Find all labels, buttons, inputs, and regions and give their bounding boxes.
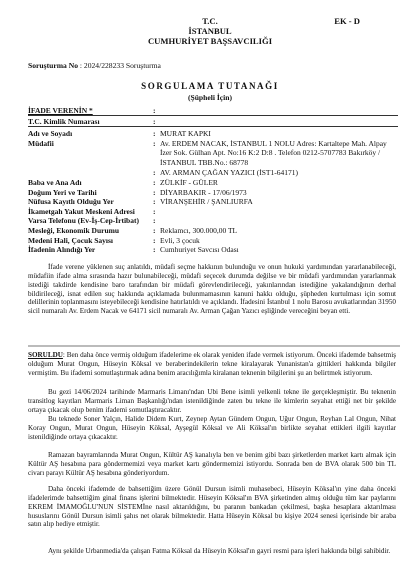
divider — [28, 115, 398, 116]
field-sep: : — [153, 206, 156, 216]
field-sep: : — [153, 139, 156, 148]
soruldu-paragraph — [28, 351, 396, 378]
field-label: T.C. Kimlik Numarası — [28, 117, 100, 126]
field-label: Müdafii — [28, 139, 54, 148]
divider — [28, 126, 398, 127]
statement-text: Bu teknede Soner Yalçın, Halide Didem Kurt, Zeynep Aytan Gündem Ongun, Uğur Ongun, Reyhan Lal Ongun, Nihat Koray Ongun, Murat Ongun, Hüseyin Köksal, Ayşegül Köksal ve Ali Köksal'ın birlikte seyahat ettikleri ilgili kayıtlar istenildiğinde ortaya çıkacaktır. — [28, 415, 396, 441]
reference-line — [28, 61, 161, 70]
field-sep: : — [153, 168, 156, 177]
field-sep: : — [153, 129, 156, 138]
field-sep: : — [153, 235, 156, 245]
statement-text: Aynı şekilde Urbanmedia'da çalışan Fatma Köksal da Hüseyin Köksal'ın gayri resmi para işleri hakkında bilgi sahibidir. — [48, 547, 391, 555]
intro-paragraph — [28, 263, 396, 316]
statement-paragraph — [28, 547, 396, 556]
document-subtitle: (Şüpheli İçin) — [187, 93, 233, 102]
field-label: Mesleği, Ekonomik Durumu — [28, 226, 120, 235]
field-sep: : — [153, 245, 156, 254]
field-sep: : — [153, 106, 156, 115]
field-label: Doğum Yeri ve Tarihi — [28, 187, 97, 197]
field-value: MURAT KAPKI — [160, 129, 211, 138]
field-label: İkametgah Yakut Meskeni Adresi — [28, 206, 135, 216]
header-ek: EK - D — [334, 16, 360, 26]
field-label: Nüfusa Kayıtlı Olduğu Yer — [28, 197, 114, 206]
statement-paragraph — [28, 388, 396, 415]
reference-label: Soruşturma No — [28, 61, 78, 70]
reference-value: : 2024/228233 Soruşturma — [79, 61, 161, 70]
intro-text: İfade verene yüklenen suç anlatıldı, müdafi seçme hakkının bulunduğu ve onun hukuki yardımından yararlanabileceği, müdafiin ifade alma sırasında hazır bulunabileceği, müdafi seçecek durumda değilse ve bir müdafi yardımından yararlanmak istediği takdirde kendisine baro tarafından bir müdafi görevlendirileceği, yakınlarından istediğine yakalandığının derhal bildirileceği, isnat edilen suç hakkında açıklamada bulunmamasının kanuni hakkı olduğu, şüpheden kurtulması için somut delillerinin toplanmasını isteyebileceği kendisine hatırlatıldı ve açıklandı. İfadesini İstanbul 1 nolu Barosu avukatlarından 31950 sicil numaralı Av. Erdem Nacak ve 64171 sicil numaralı Av. Arman Çağan Yazıcı eşliğinde vereceğini beyan etti. — [28, 263, 396, 316]
statement-text: Bu gezi 14/06/2024 tarihinde Marmaris Limanı'ndan Ubi Bene isimli yelkenli tekne ile gerçekleşmiştir. Bu teknenin transitlog kayıtları Marmaris Liman Başkanlığı'ndan istenildiğinde zaten bu tekne ile kimlerin seyahat ettiği net bir şekilde ortaya çıkacak olup benim ifademi somutlaştıracaktır. — [28, 388, 396, 414]
field-sep: : — [153, 226, 156, 235]
field-value: VİRANŞEHİR / ŞANLIURFA — [160, 197, 253, 206]
field-label: İfadenin Alındığı Yer — [28, 245, 96, 254]
field-value: Av. ERDEM NACAK, İSTANBUL 1 NOLU Adres: Kartaltepe Mah. Alpay İzer Sok. Gülhan Apt. No:16 K:2 D:8 . Telefon 0212-5707783 Bakırköy / İSTANBUL TBB.No.: 68778 — [160, 139, 387, 167]
field-sep: : — [153, 117, 156, 126]
field-value: ZÜLKİF - GÜLER — [160, 178, 218, 187]
field-value: DİYARBAKIR - 17/06/1973 — [160, 187, 247, 197]
field-sep: : — [153, 187, 156, 197]
statement-text: Daha önceki ifademde de bahsettiğim üzere Gönül Dursun isimli muhasebeci, Hüseyin Köksal'ın yine daha önceki ifadelerimde bahsettiğim ginal finans işlerini bilmektedir. Hüseyin Köksal'ın BVA şirketinden almış olduğu tüm kar paylarını EKREM İMAMOĞLU'NUN SİSTEMİne nasıl aktarıldığını, bu paranın bankadan çekilmesi, başka hesaplara aktarılması hususlarını Gönül Dursun isimli şahıs net olarak bilmektedir. Hatta Hüseyin Köksal bu kişiye 2024 senesi içerisinde bir araba satın alıp hediye etmiştir. — [28, 485, 396, 529]
field-value: Reklamcı, 300.000,00 TL — [160, 226, 238, 235]
header-city: İSTANBUL — [188, 26, 232, 36]
field-sep: : — [153, 216, 156, 225]
field-sep: : — [153, 178, 156, 187]
field-value: Evli, 3 çocuk — [160, 235, 200, 245]
statement-paragraph — [28, 415, 396, 442]
field-label: İFADE VERENİN * — [28, 106, 93, 115]
field-value: Cumhuriyet Savcısı Odası — [160, 245, 239, 254]
header-office: CUMHURİYET BAŞSAVCILIĞI — [147, 36, 273, 46]
statement-paragraph — [28, 451, 396, 478]
field-label: Adı ve Soyadı — [28, 129, 73, 138]
statement-text: Ramazan bayramlarında Murat Ongun, Kültür AŞ kanalıyla ben ve benim gibi bazı şirketlerden market kartı almak için Kültür AŞ hesabına para göndermemizi veya market kartı göndermemizi istiyordu. Sonrada ben de BVA olarak 500 bin TL civarı parayı Kültür AŞ hesabına gönderiyordum. — [28, 451, 396, 477]
document-title: SORGULAMA TUTANAĞI — [141, 81, 279, 91]
header-tc: T.C. — [202, 16, 218, 26]
field-value: AV. ARMAN ÇAĞAN YAZICI (İST1-64171) — [160, 168, 298, 177]
field-sep: : — [153, 197, 156, 206]
field-label: Baba ve Ana Adı — [28, 178, 82, 187]
statement-paragraph — [28, 485, 396, 529]
soruldu-label: SORULDU — [28, 351, 63, 359]
field-label: Varsa Telefonu (Ev-İş-Cep-İrtibat) — [28, 216, 139, 225]
soruldu-text: : Ben daha önce vermiş olduğum ifadelerime ek olarak yeniden ifade vermek istiyorum. Önceki ifademde bahsetmiş olduğum Murat Ongun, Hüseyin Köksal ve beraberindekilerin tekne kiralayarak Yunanistan'a gittikleri hakkında bilgiler vermiştim. Bu ifademi somutlaştırmak adına benim aracılığımla kiralanan teknenin bilgilerini şu an belirtmek istiyorum. — [28, 351, 396, 377]
field-label: Medeni Hali, Çocuk Sayısı — [28, 235, 114, 245]
section-divider — [28, 345, 400, 347]
